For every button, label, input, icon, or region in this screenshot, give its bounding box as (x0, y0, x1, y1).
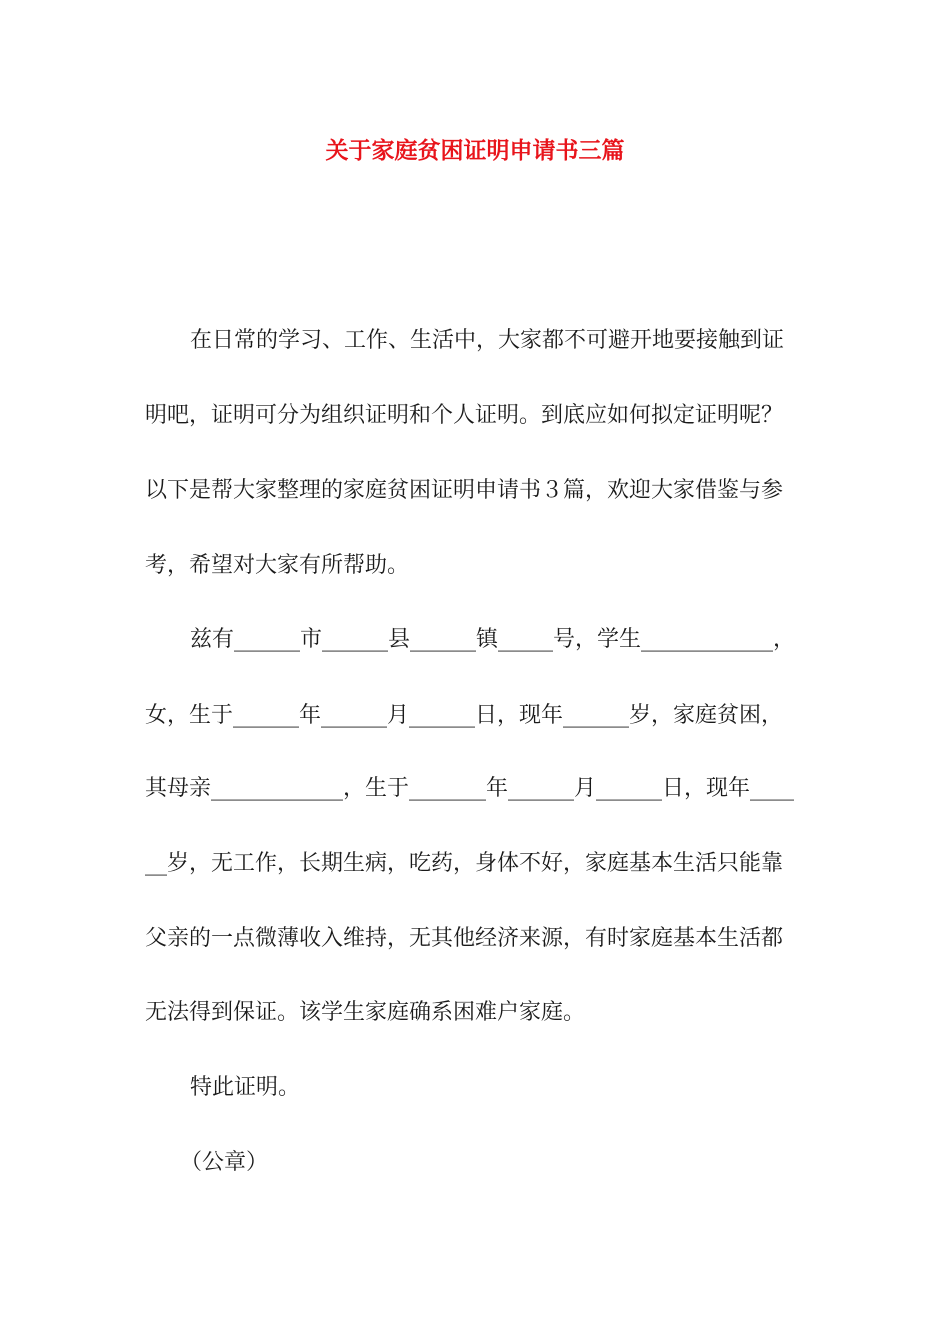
certificate-line-3: 其母亲____________，生于_______年______月______日，现年____ (145, 776, 795, 801)
intro-line-2: 明吧，证明可分为组织证明和个人证明。到底应如何拟定证明呢？ (145, 403, 784, 428)
document-title: 关于家庭贫困证明申请书三篇 (325, 137, 625, 164)
closing-text: 特此证明。 (190, 1075, 301, 1100)
intro-line-4: 考，希望对大家有所帮助。 (145, 553, 410, 578)
certificate-line-6: 无法得到保证。该学生家庭确系困难户家庭。 (145, 1000, 586, 1025)
intro-line-3: 以下是帮大家整理的家庭贫困证明申请书３篇，欢迎大家借鉴与参 (145, 478, 784, 503)
certificate-line-2: 女，生于______年______月______日，现年______岁，家庭贫困， (145, 703, 784, 728)
seal-text: （公章） (180, 1150, 269, 1175)
certificate-line-1: 兹有______市______县______镇_____号，学生____________， (190, 627, 796, 652)
certificate-line-4: __岁，无工作，长期生病，吃药，身体不好，家庭基本生活只能靠 (145, 851, 784, 876)
intro-line-1: 在日常的学习、工作、生活中，大家都不可避开地要接触到证 (190, 328, 785, 353)
certificate-line-5: 父亲的一点微薄收入维持，无其他经济来源，有时家庭基本生活都 (145, 926, 784, 951)
